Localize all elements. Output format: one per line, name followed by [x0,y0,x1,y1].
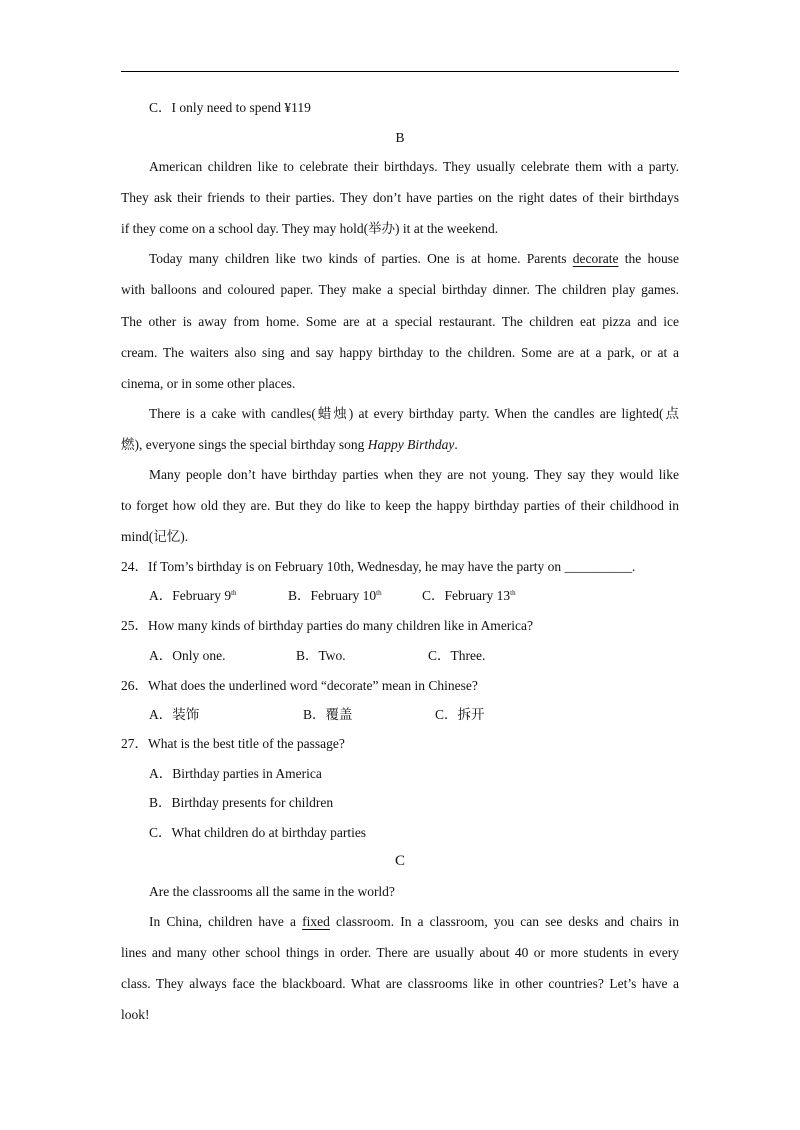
question-24-option-c: C．February 13th [422,588,516,603]
question-27-option-b: B．Birthday presents for children [149,795,334,810]
section-b-heading: B [395,130,405,145]
question-27-option-c: C．What children do at birthday parties [149,825,367,840]
passage-c-p2-line-3: class. They always face the blackboard. What are classrooms like in other countries? Let’s have a [121,976,679,991]
passage-b-p2-line-5: cinema, or in some other places. [121,376,296,391]
passage-b-p4-line-3: mind(记忆). [121,529,189,544]
question-24: 24．If Tom’s birthday is on February 10th, Wednesday, he may have the party on __________. [121,559,636,574]
passage-b-p4-line-2: to forget how old they are. But they do like to keep the happy birthday parties of their childhood in [121,498,679,513]
question-26: 26．What does the underlined word “decorate” mean in Chinese? [121,678,478,693]
question-25-option-c: C．Three. [428,648,486,663]
passage-b-p1-line-1: American children like to celebrate their birthdays. They usually celebrate them with a party. [149,159,679,174]
passage-b-p3-line-2: 燃), everyone sings the special birthday song Happy Birthday. [121,437,458,452]
question-25-option-b: B．Two. [296,648,346,663]
passage-b-p1-line-3: if they come on a school day. They may hold(举办) it at the weekend. [121,221,499,236]
song-title: Happy Birthday [367,437,455,452]
question-27: 27．What is the best title of the passage? [121,736,345,751]
question-25: 25．How many kinds of birthday parties do many children like in America? [121,618,534,633]
passage-b-p2-line-4: cream. The waiters also sing and say happy birthday to the children. Some are at a park, or at a [121,345,679,360]
question-26-option-a: A．装饰 [149,707,200,722]
question-26-option-b: B．覆盖 [303,707,353,722]
question-25-option-a: A．Only one. [149,648,226,663]
passage-c-p2-line-2: lines and many other school things in order. There are usually about 40 or more students in every [121,945,679,960]
passage-b-p4-line-1: Many people don’t have birthday parties when they are not young. They say they would like [149,467,679,482]
passage-c-p1: Are the classrooms all the same in the world? [149,884,395,899]
section-c-heading: C [394,853,405,869]
question-24-option-a: A．February 9th [149,588,237,603]
previous-question-option-c: C．I only need to spend ¥119 [149,100,311,115]
passage-b-p1-line-2: They ask their friends to their parties. They don’t have parties on the right dates of their birthdays [121,190,679,205]
passage-b-p2-line-3: The other is away from home. Some are at a special restaurant. The children eat pizza and ice [121,314,679,329]
question-27-option-a: A．Birthday parties in America [149,766,322,781]
passage-b-p3-line-1: There is a cake with candles(蜡烛) at every birthday party. When the candles are lighted(点 [149,406,679,421]
underlined-word-fixed: fixed [302,914,330,929]
passage-c-p2-line-4: look! [121,1007,150,1022]
question-24-option-b: B．February 10th [288,588,382,603]
header-rule [121,71,679,72]
passage-c-p2-line-1: In China, children have a fixed classroom. In a classroom, you can see desks and chairs in [149,914,679,929]
underlined-word-decorate: decorate [572,251,619,266]
passage-b-p2-line-2: with balloons and coloured paper. They make a special birthday dinner. The children play games. [121,282,679,297]
question-26-option-c: C．拆开 [435,707,485,722]
passage-b-p2-line-1: Today many children like two kinds of parties. One is at home. Parents decorate the house [149,251,679,266]
